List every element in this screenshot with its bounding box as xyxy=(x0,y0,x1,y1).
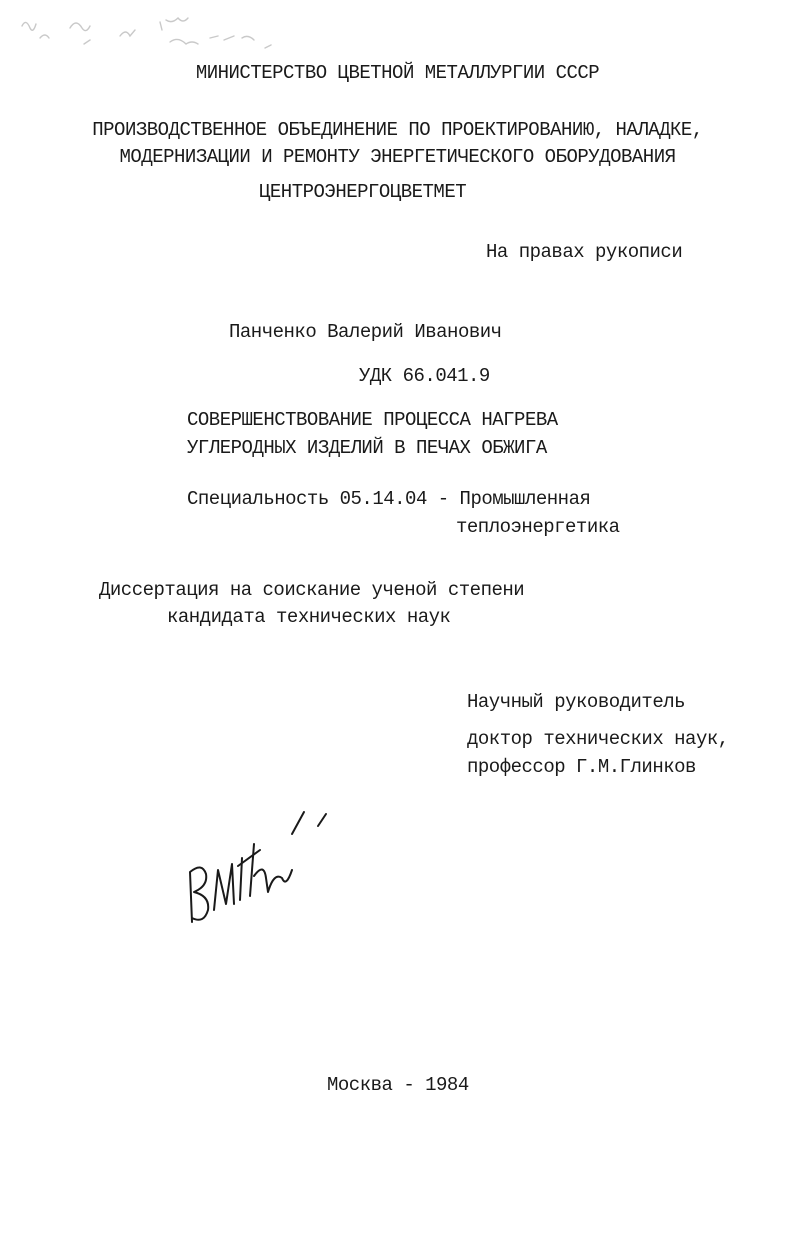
title-line-2: УГЛЕРОДНЫХ ИЗДЕЛИЙ В ПЕЧАХ ОБЖИГА xyxy=(187,437,547,459)
dissertation-line-1: Диссертация на соискание ученой степени xyxy=(99,579,525,601)
udc-code: УДК 66.041.9 xyxy=(359,365,490,387)
place-and-year: Москва - 1984 xyxy=(327,1074,469,1096)
organization-name: ЦЕНТРОЭНЕРГОЦВЕТМЕТ xyxy=(259,181,467,203)
rights-note: На правах рукописи xyxy=(486,241,683,263)
supervisor-name: профессор Г.М.Глинков xyxy=(467,756,696,778)
supervisor-degree: доктор технических наук, xyxy=(467,728,729,750)
specialty-line-1: Специальность 05.14.04 - Промышленная xyxy=(187,488,591,510)
handwritten-signature xyxy=(180,800,340,940)
author-name: Панченко Валерий Иванович xyxy=(229,321,502,343)
ministry-heading: МИНИСТЕРСТВО ЦВЕТНОЙ МЕТАЛЛУРГИИ СССР xyxy=(195,62,600,84)
supervisor-label: Научный руководитель xyxy=(467,691,686,713)
dissertation-line-2: кандидата технических наук xyxy=(167,606,451,628)
title-line-1: СОВЕРШЕНСТВОВАНИЕ ПРОЦЕССА НАГРЕВА xyxy=(187,409,558,431)
corner-stamp-marks xyxy=(10,8,280,58)
organization-line-2: МОДЕРНИЗАЦИИ И РЕМОНТУ ЭНЕРГЕТИЧЕСКОГО ОБОРУДОВАНИЯ xyxy=(119,146,676,168)
specialty-line-2: теплоэнергетика xyxy=(456,516,620,538)
organization-line-1: ПРОИЗВОДСТВЕННОЕ ОБЪЕДИНЕНИЕ ПО ПРОЕКТИРОВАНИЮ, НАЛАДКЕ, xyxy=(92,119,703,141)
